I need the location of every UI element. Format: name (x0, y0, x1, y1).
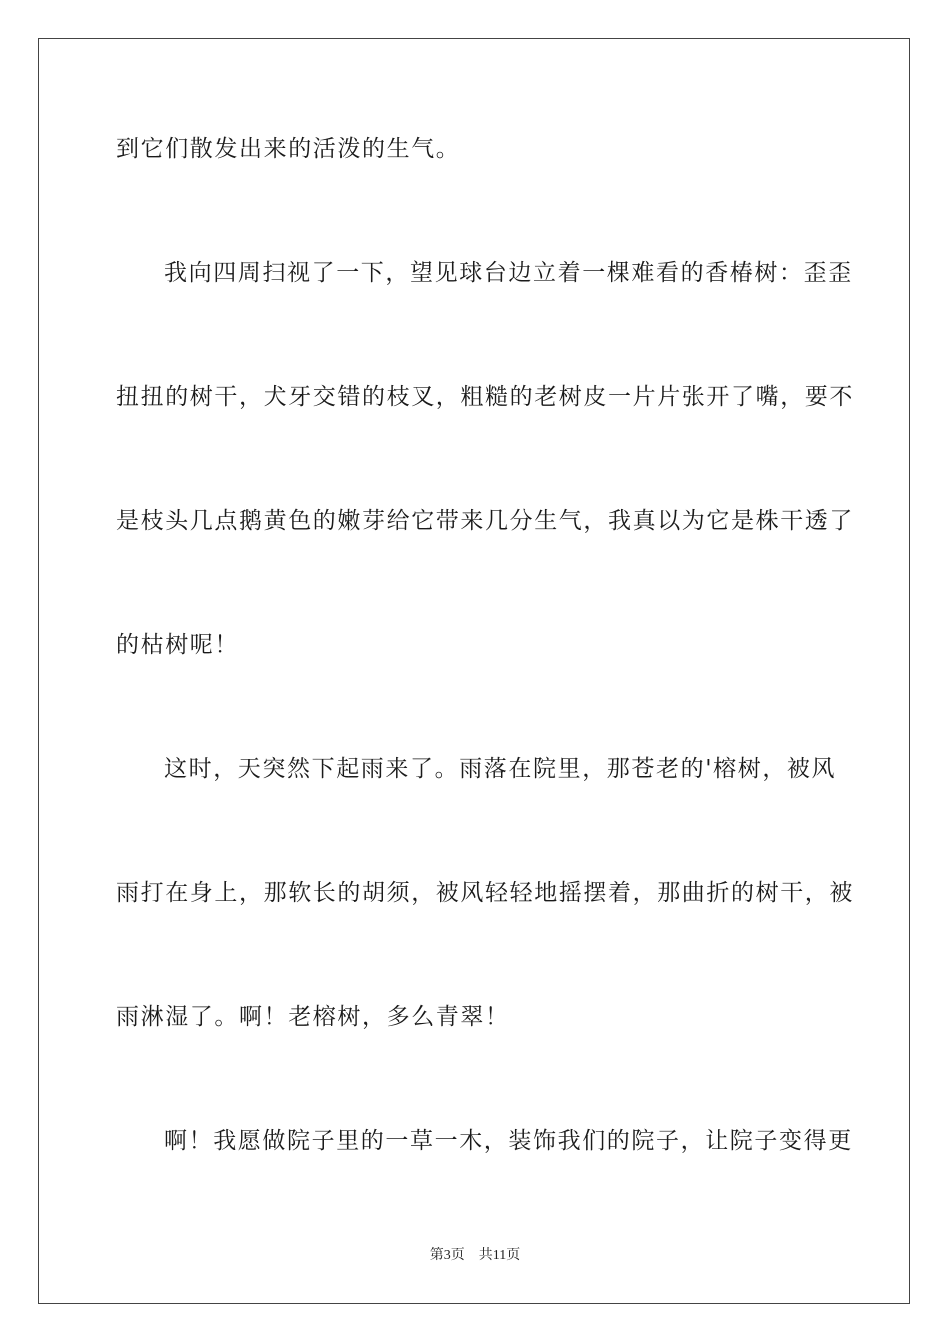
text-line-4: 是枝头几点鹅黄色的嫩芽给它带来几分生气，我真以为它是株干透了 (116, 508, 854, 534)
text-line-9: 啊！我愿做院子里的一草一木，装饰我们的院子，让院子变得更 (164, 1128, 853, 1154)
page-footer (0, 1247, 950, 1265)
text-line-8: 雨淋湿了。啊！老榕树，多么青翠！ (116, 1004, 510, 1030)
page-number: 第3页 (429, 1248, 465, 1263)
total-pages: 共11页 (478, 1248, 521, 1263)
text-line-5: 的枯树呢！ (116, 632, 239, 658)
text-line-3: 扭扭的树干，犬牙交错的枝叉，粗糙的老树皮一片片张开了嘴，要不 (116, 384, 854, 410)
text-line-2: 我向四周扫视了一下，望见球台边立着一棵难看的香椿树：歪歪 (164, 260, 853, 286)
text-line-7: 雨打在身上，那软长的胡须，被风轻轻地摇摆着，那曲折的树干，被 (116, 880, 854, 906)
page-border (38, 38, 910, 1304)
text-line-6: 这时，天突然下起雨来了。雨落在院里，那苍老的'榕树，被风 (164, 756, 837, 782)
text-line-1: 到它们散发出来的活泼的生气。 (116, 136, 461, 162)
